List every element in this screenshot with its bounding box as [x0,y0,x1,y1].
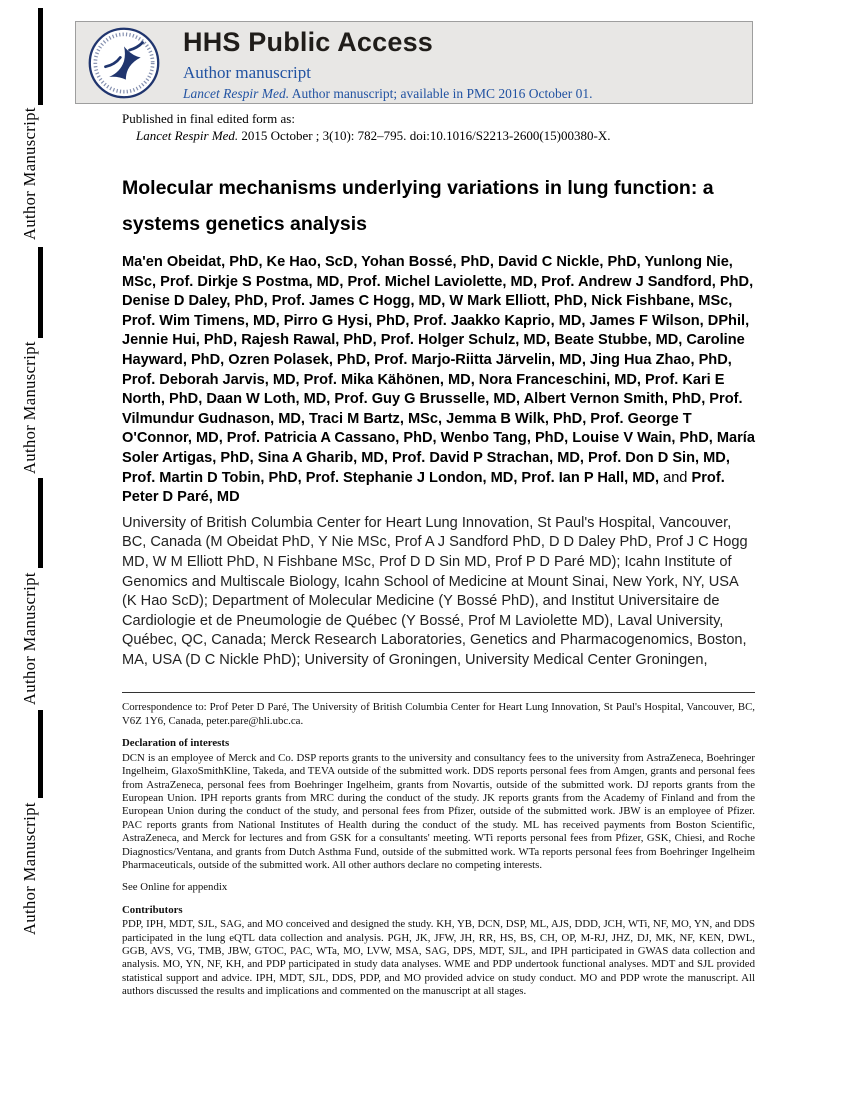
citation-line [136,127,755,144]
appendix-note: See Online for appendix [122,881,228,894]
sidebar-bar [38,710,43,798]
authors-last: Prof. Peter D Paré, MD [122,469,725,506]
hhs-header-banner [75,21,753,104]
footnote-divider [122,692,755,693]
journal-name-italic: Lancet Respir Med. [183,86,290,101]
published-as-label: Published in final edited form as: [122,111,295,126]
citation-journal: Lancet Respir Med. [136,128,239,143]
sidebar-bar [38,8,43,105]
declaration-of-interests-body: DCN is an employee of Merck and Co. DSP reports grants to the university and consultancy fees to the university from AstraZeneca, Boehringer Ingelheim, GlaxoSmithKline, Takeda, and TEVA outside of the submitted work. DDS reports personal fees from Amgen, grants and personal fees from AstraZeneca, personal fees from Boehringer Ingelheim, grants from Novartis, outside of the submitted work. DJ reports grants from the European Union. IPH reports grants from MRC during the conduct of the study. JK reports grants from the Academy of Finland and from the European Union during the conduct of the study, and personal fees from Pfizer, outside of the submitted work. JBW is an employee of Pfizer. PAC reports grants from National Institutes of Health during the conduct of the study. ML has received payments from Boston Scientific, AstraZeneca, and Merck for lectures and from GSK for a consultants' meeting. WTi reports personal fees from Pfizer, GSK, Chiesi, and Roche Diagnostics/Ventana, and grants from Dutch Asthma Fund, outside of the submitted work. WTa reports personal fees from Boehringer Ingelheim Pharmaceuticals, outside of the submitted work. All other authors declare no competing interests. [122,751,755,871]
correspondence-period: . [300,714,304,727]
availability-line [183,86,592,102]
doi-text: doi:10.1016/S2213-2600(15)00380-X. [409,128,611,143]
sidebar-bar [38,478,43,568]
authors-and-word: and [663,469,688,486]
correspondence-text: Correspondence to: Prof Peter D Paré, The University of British Columbia Center for Heart Lung Innovation, St Paul's Hospital, Vancouver, BC, V6Z 1Y6, Canada, [122,701,755,727]
affiliations: University of British Columbia Center for Heart Lung Innovation, St Paul's Hospital, Vancouver, BC, Canada (M Obeidat PhD, Y Nie MSc, Prof A J Sandford PhD, D D Daley PhD, Prof J C Hogg MD, W M Elliott PhD, N Fishbane MSc, Prof D D Sin MD, Prof P D Paré MD); Icahn Institute of Genomics and Multiscale Biology, Icahn School of Medicine at Mount Sinai, New York, NY, USA (K Hao ScD); Department of Molecular Medicine (Y Bossé PhD), and Institut Universitaire de Cardiologie et de Pneumologie de Québec (Y Bossé, Prof M Laviolette MD), Laval University, Québec, QC, Canada; Merck Research Laboratories, Genetics and Pharmacogenomics, Boston, MA, USA (D C Nickle PhD); University of Groningen, University Medical Center Groningen, [122,514,748,668]
article-title: Molecular mechanisms underlying variations in lung function: a systems genetics analysis [122,177,714,235]
correspondence-note [122,701,755,728]
correspondence-email-link[interactable]: peter.pare@hli.ubc.ca [206,714,301,727]
contributors-heading: Contributors [122,903,183,916]
main-column [122,110,755,1001]
availability-text: Author manuscript; available in PMC 2016 October 01. [289,86,593,101]
author-manuscript-watermark: Author Manuscript [20,341,39,474]
declaration-of-interests-heading: Declaration of interests [122,737,230,750]
hhs-seal-logo-icon [87,26,161,100]
hhs-public-access-title: HHS Public Access [183,27,433,57]
sidebar-bar [38,247,43,338]
author-manuscript-watermark: Author Manuscript [20,802,39,935]
author-manuscript-subtitle: Author manuscript [183,63,311,82]
footnotes-section [122,701,755,998]
authors-main: Ma'en Obeidat, PhD, Ke Hao, ScD, Yohan Bossé, PhD, David C Nickle, PhD, Yunlong Nie, MSc, Prof. Dirkje S Postma, MD, Prof. Michel Laviolette, MD, Prof. Andrew J Sandford, PhD, Denise D Daley, PhD, Prof. James C Hogg, MD, W Mark Elliott, PhD, Nick Fishbane, MSc, Prof. Wim Timens, MD, Pirro G Hysi, PhD, Prof. Jaakko Kaprio, MD, James F Wilson, DPhil, Jennie Hui, PhD, Rajesh Rawal, PhD, Prof. Holger Schulz, MD, Beate Stubbe, MD, Caroline Hayward, PhD, Ozren Polasek, PhD, Prof. Marjo-Riitta Järvelin, MD, Jing Hua Zhao, PhD, Prof. Deborah Jarvis, MD, Prof. Mika Kähönen, MD, Nora Franceschini, MD, Prof. Kari E North, PhD, Daan W Loth, MD, Prof. Guy G Brusselle, MD, Albert Vernon Smith, PhD, Prof. Vilmundur Gudnason, MD, Traci M Bartz, MSc, Jemma B Wilk, PhD, Prof. George T O'Connor, MD, Prof. Patricia A Cassano, PhD, Wenbo Tang, PhD, Louise V Wain, PhD, María Soler Artigas, PhD, Sina A Gharib, MD, Prof. David P Strachan, MD, Prof. Don D Sin, MD, Prof. Martin D Tobin, PhD, Prof. Stephanie J London, MD, Prof. Ian P Hall, MD, [122,254,755,486]
author-list [122,253,755,508]
citation-detail: 2015 October ; 3(10): 782–795. [238,128,410,143]
author-manuscript-watermark: Author Manuscript [20,107,39,240]
publication-block [122,110,755,144]
contributors-body: PDP, IPH, MDT, SJL, SAG, and MO conceived and designed the study. KH, YB, DCN, DSP, ML, AJS, DDD, JCH, WTi, NF, MO, YN, and DDS participated in the lung eQTL data collection and analysis. PGH, JK, JFW, JH, RR, HS, BS, CH, OP, M-RJ, JHZ, DJ, MK, NF, KEN, DWL, GGB, AVS, VG, TMB, JBW, GTOC, PAC, WTa, MO, LVW, MSA, SAG, DPS, MDT, SJL, and IPH participated in GWAS data collection and analysis. MO, YN, NF, KH, and PDP participated in study data analyses. WME and PDP undertook functional analyses. MDT and SJL provided statistical support and advice. IPH, MDT, SJL, DDS, PDP, and MO provided advice on study conduct. MO and PDP wrote the manuscript. All authors discussed the results and implications and commented on the manuscript at all stages. [122,918,755,998]
author-manuscript-watermark: Author Manuscript [20,572,39,705]
